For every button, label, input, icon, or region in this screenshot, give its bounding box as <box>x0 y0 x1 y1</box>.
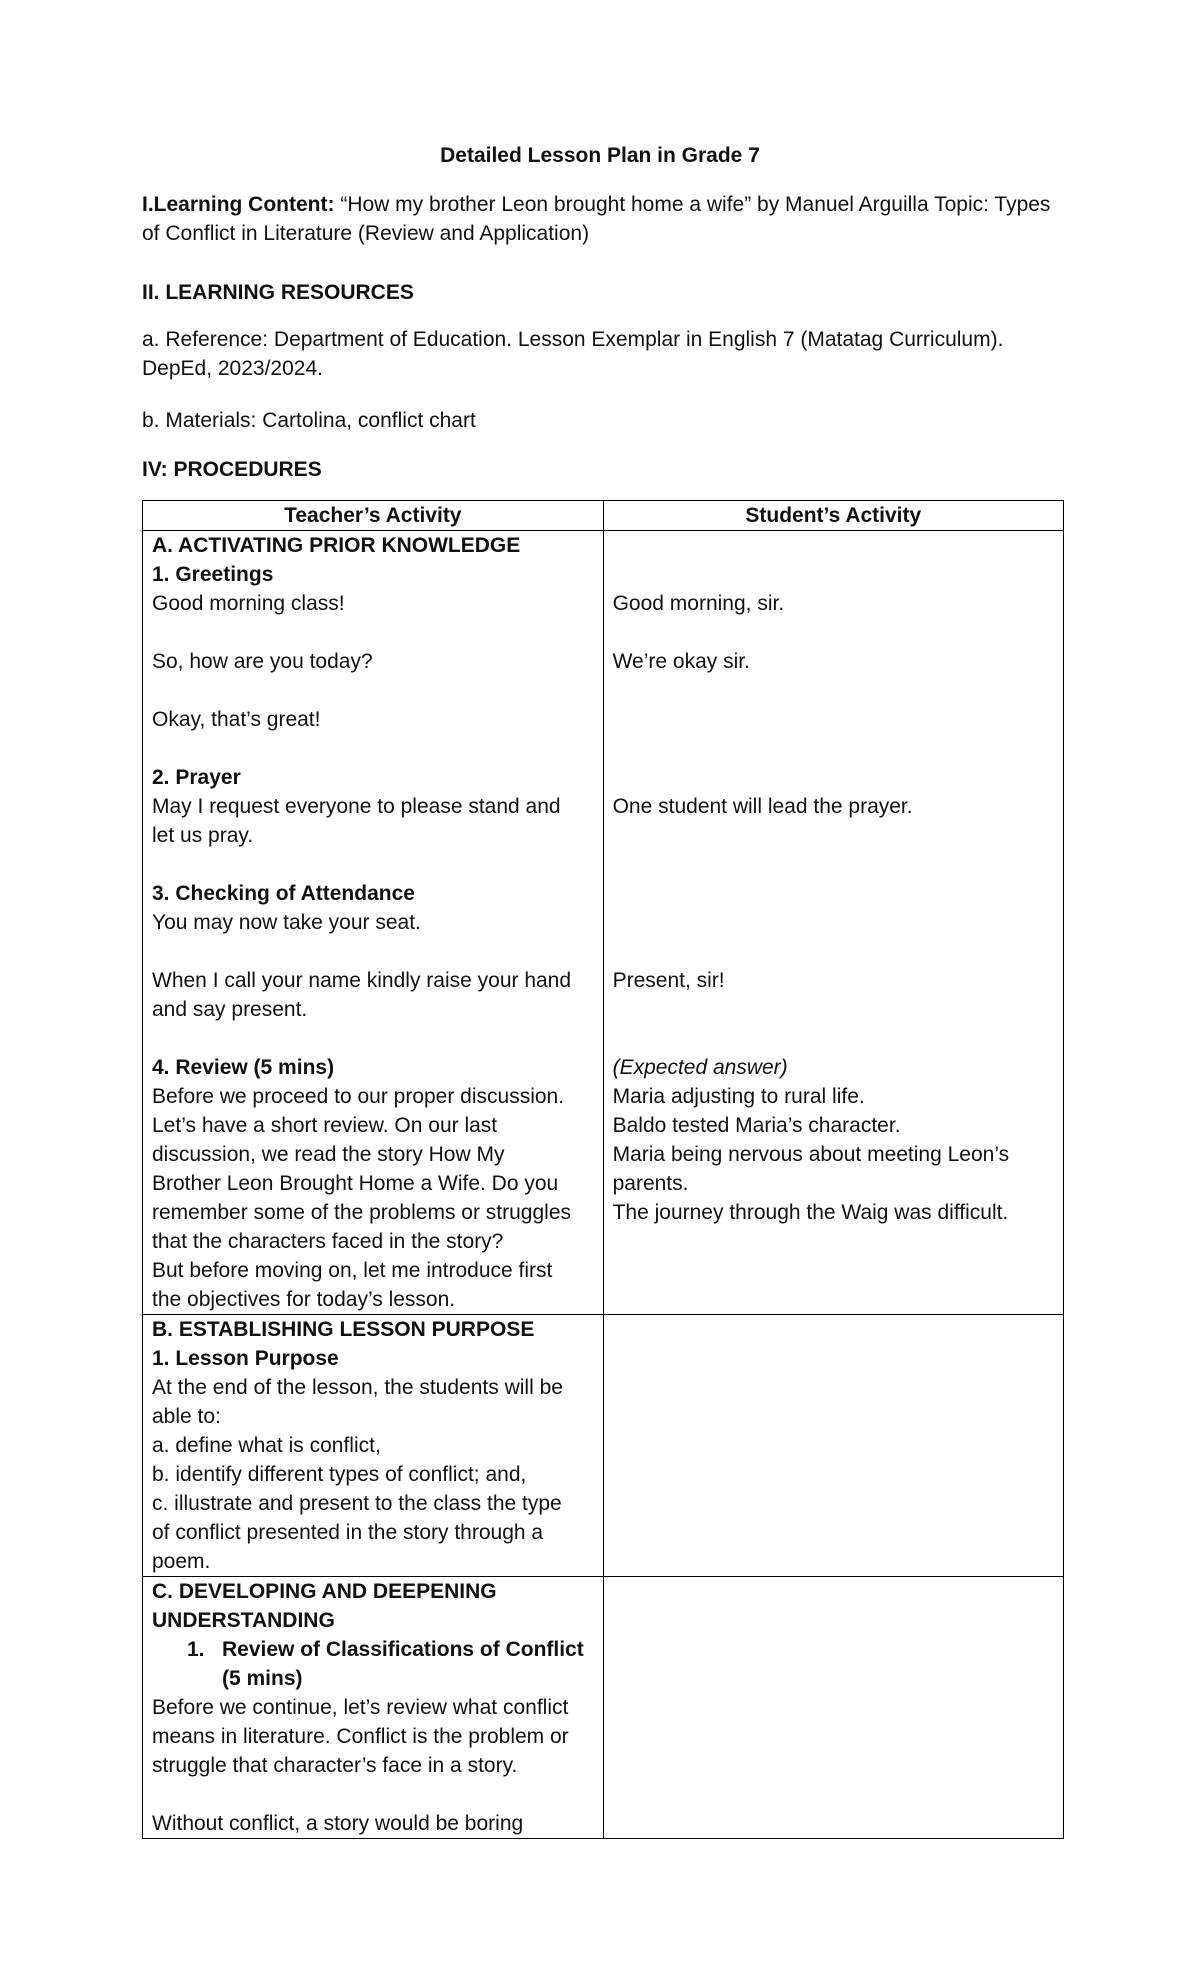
lesson-purpose-line: a. define what is conflict, <box>152 1434 381 1457</box>
teacher-great: Okay, that’s great! <box>152 708 321 731</box>
learning-content <box>142 190 1062 248</box>
section-a-student-cell <box>603 531 1063 1315</box>
student-expected-label: (Expected answer) <box>612 1056 788 1079</box>
teacher-review-line: discussion, we read the story How My <box>152 1143 505 1166</box>
materials-text: b. Materials: Cartolina, conflict chart <box>142 409 476 432</box>
teacher-greeting: Good morning class! <box>152 592 345 615</box>
lesson-purpose-line: of conflict presented in the story through a <box>152 1521 544 1544</box>
student-review-line: Maria adjusting to rural life. <box>612 1085 865 1108</box>
section-b-heading: B. ESTABLISHING LESSON PURPOSE <box>152 1318 535 1341</box>
attendance-heading: 3. Checking of Attendance <box>152 882 415 905</box>
teacher-prayer-line: let us pray. <box>152 824 254 847</box>
teacher-review-line: Brother Leon Brought Home a Wife. Do you <box>152 1172 559 1195</box>
lesson-purpose-line: c. illustrate and present to the class the type <box>152 1492 562 1515</box>
conflict-review-duration: (5 mins) <box>222 1667 303 1690</box>
prayer-heading: 2. Prayer <box>152 766 241 789</box>
table-header-row <box>143 501 1064 531</box>
learning-content-label: I.Learning Content: <box>142 193 335 216</box>
table-row <box>143 1315 1064 1577</box>
teacher-review-line: remember some of the problems or struggles <box>152 1201 572 1224</box>
learning-content-text: “How my brother Leon brought home a wife” by Manuel Arguilla Topic: Types of Conflict in Literature (Review and Application) <box>142 193 1051 245</box>
student-how-are-you: We’re okay sir. <box>612 650 750 673</box>
student-review-line: The journey through the Waig was difficult. <box>612 1201 1009 1224</box>
section-a-heading: A. ACTIVATING PRIOR KNOWLEDGE <box>152 534 521 557</box>
conflict-review-line: Without conflict, a story would be boring <box>152 1812 524 1835</box>
teacher-review-line: the objectives for today’s lesson. <box>152 1288 456 1311</box>
lesson-purpose-line: b. identify different types of conflict; and, <box>152 1463 527 1486</box>
teacher-call-line: and say present. <box>152 998 308 1021</box>
teacher-review-line: But before moving on, let me introduce first <box>152 1259 553 1282</box>
lesson-purpose-line: At the end of the lesson, the students will be <box>152 1376 563 1399</box>
resources-heading: II. LEARNING RESOURCES <box>142 281 414 304</box>
table-row <box>143 1577 1064 1839</box>
lesson-purpose-heading: 1. Lesson Purpose <box>152 1347 339 1370</box>
teacher-prayer-line: May I request everyone to please stand and <box>152 795 561 818</box>
list-number: 1. <box>187 1638 205 1661</box>
teacher-review-line: Before we proceed to our proper discussion. <box>152 1085 565 1108</box>
conflict-review-item <box>152 1635 594 1664</box>
review-heading: 4. Review (5 mins) <box>152 1056 335 1079</box>
section-c-heading: C. DEVELOPING AND DEEPENING <box>152 1580 497 1603</box>
section-b-student-cell <box>603 1315 1063 1577</box>
student-activity-header: Student’s Activity <box>603 501 1063 531</box>
teacher-how-are-you: So, how are you today? <box>152 650 373 673</box>
document-title: Detailed Lesson Plan in Grade 7 <box>440 144 760 167</box>
teacher-call-line: When I call your name kindly raise your hand <box>152 969 572 992</box>
section-c-heading: UNDERSTANDING <box>152 1609 335 1632</box>
lesson-plan-table <box>142 500 1064 1839</box>
teacher-review-line: Let’s have a short review. On our last <box>152 1114 498 1137</box>
procedures-heading: IV: PROCEDURES <box>142 458 322 481</box>
section-c-student-cell <box>603 1577 1063 1839</box>
student-greeting: Good morning, sir. <box>612 592 785 615</box>
conflict-review-line: struggle that character’s face in a story. <box>152 1754 518 1777</box>
student-prayer: One student will lead the prayer. <box>612 795 913 818</box>
teacher-review-line: that the characters faced in the story? <box>152 1230 504 1253</box>
student-present: Present, sir! <box>612 969 725 992</box>
greetings-heading: 1. Greetings <box>152 563 274 586</box>
conflict-review-title: Review of Classifications of Conflict <box>222 1638 584 1661</box>
lesson-purpose-line: able to: <box>152 1405 221 1428</box>
conflict-review-line: means in literature. Conflict is the problem or <box>152 1725 569 1748</box>
student-review-line: parents. <box>612 1172 689 1195</box>
teacher-take-seat: You may now take your seat. <box>152 911 421 934</box>
table-row <box>143 531 1064 1315</box>
section-c-teacher-cell <box>143 1577 604 1839</box>
teacher-activity-header: Teacher’s Activity <box>143 501 604 531</box>
section-b-teacher-cell <box>143 1315 604 1577</box>
reference-text: a. Reference: Department of Education. Lesson Exemplar in English 7 (Matatag Curriculum). DepEd, 2023/2024. <box>142 328 1004 380</box>
student-review-line: Maria being nervous about meeting Leon’s <box>612 1143 1010 1166</box>
section-a-teacher-cell <box>143 531 604 1315</box>
student-review-line: Baldo tested Maria’s character. <box>612 1114 901 1137</box>
lesson-purpose-line: poem. <box>152 1550 211 1573</box>
conflict-review-line: Before we continue, let’s review what conflict <box>152 1696 569 1719</box>
